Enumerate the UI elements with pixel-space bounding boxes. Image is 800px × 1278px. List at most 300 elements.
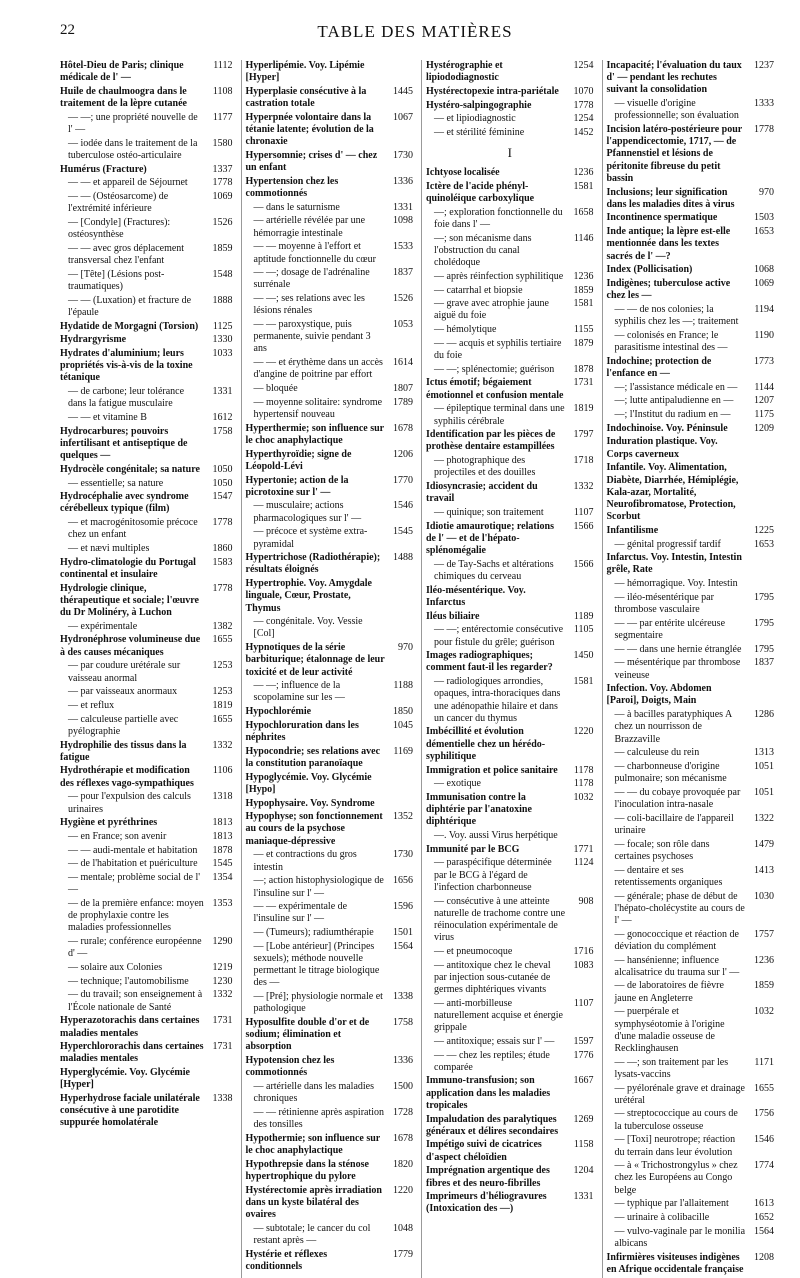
index-entry-text: — [Toxi] neurotrope; réaction du terrain dans leur évolution: [614, 1134, 736, 1158]
index-entry-page: 1452: [573, 127, 594, 139]
index-entry-text: — —; splénectomie; guérison: [434, 363, 555, 375]
index-entry-page: 1051: [754, 786, 774, 798]
index-entry: [60, 86, 233, 110]
index-entry: [607, 839, 775, 863]
index-entry-text: — à « Trichostrongylus » chez chez les Européens au Congo belge: [614, 1160, 738, 1196]
index-entry: [246, 86, 414, 110]
index-entry-text: Huile de chaulmoogra dans le traitement de la lèpre cutanée: [60, 85, 187, 110]
index-entry-page: 1859: [573, 284, 594, 296]
index-entry: [60, 817, 233, 829]
index-entry: [246, 1159, 414, 1183]
index-entry: [246, 215, 414, 239]
index-entry-page: 1286: [754, 709, 774, 721]
index-entry: [246, 449, 414, 473]
index-entry-page: 1331: [212, 386, 233, 398]
index-entry-text: Hydrocèle congénitale; sa nature: [60, 463, 200, 475]
index-entry-page: 1728: [393, 1106, 413, 1118]
index-entry-page: 1878: [573, 363, 594, 375]
index-entry-page: 1546: [754, 1134, 774, 1146]
index-entry-text: Indigènes; tuberculose active chez les —: [606, 277, 731, 302]
index-entry-text: — pour l'expulsion des calculs urinaires: [68, 791, 191, 815]
index-entry-page: 1878: [212, 844, 233, 856]
index-entry-text: — — du cobaye provoquée par l'inoculation intra-nasale: [614, 786, 741, 811]
index-entry: [426, 1075, 594, 1112]
index-entry-page: 1837: [393, 267, 413, 279]
index-entry-text: Imbécillité et évolution démentielle chez un hérédo-syphilitique: [426, 726, 546, 762]
index-entry: [607, 124, 775, 185]
index-entry-page: 1098: [393, 215, 413, 227]
index-entry: [607, 1006, 775, 1055]
index-entry-text: — de carbone; leur tolérance dans la fatigue musculaire: [68, 386, 185, 410]
index-entry-page: 1500: [393, 1081, 413, 1093]
index-entry-page: 1188: [393, 680, 413, 692]
index-entry-text: — moyenne solitaire: syndrome hypertensif nouveau: [253, 396, 383, 420]
index-entry-page: 1144: [754, 381, 774, 393]
index-entry-text: Hypertension chez les commotionnés: [245, 175, 339, 200]
index-entry: [246, 616, 414, 640]
index-entry-page: 1338: [212, 1093, 233, 1105]
index-entry: [426, 844, 594, 856]
index-entry-page: 1655: [212, 634, 233, 646]
index-entry-text: Identification par les pièces de prothèse dentaire estampillées: [426, 429, 556, 453]
index-entry: [60, 177, 233, 189]
index-entry: [246, 1107, 414, 1131]
index-entry-text: — exotique: [434, 778, 481, 790]
index-entry-page: 1169: [393, 745, 413, 757]
index-entry-text: Hyperhydrose faciale unilatérale consécutive à une parotidite suppurée homolatérale: [60, 1093, 200, 1129]
index-entry-text: — —; influence de la scopolamine sur les —: [253, 680, 345, 704]
index-entry-page: 1778: [212, 177, 233, 189]
index-entry-text: Iléus biliaire: [426, 610, 480, 622]
index-entry-page: 1225: [754, 524, 774, 536]
index-entry-text: Hyperthermie; son influence sur le choc anaphylactique: [245, 422, 384, 446]
index-entry-page: 1776: [573, 1049, 594, 1061]
index-column-2: [241, 60, 414, 1278]
index-entry: [60, 348, 233, 385]
index-entry: [246, 150, 414, 174]
index-entry: [246, 1133, 414, 1157]
index-entry-page: 1716: [573, 945, 594, 957]
index-entry-page: 1048: [393, 1222, 413, 1234]
index-entry-page: 1354: [212, 872, 233, 884]
index-entry: [246, 552, 414, 576]
index-entry-page: 1333: [754, 98, 774, 110]
index-entry: [426, 429, 594, 453]
index-entry-text: Iléo-mésentérique. Voy. Infarctus: [426, 584, 526, 608]
index-entry-text: — iodée dans le traitement de la tuberculose ostéo-articulaire: [68, 137, 198, 161]
index-entry-text: Immunité par le BCG: [426, 843, 520, 855]
index-entry: [246, 642, 414, 679]
index-entry-text: —; son mécanisme dans l'obstruction du canal cholédoque: [434, 232, 532, 269]
index-entry-text: Idiotie amaurotique; relations de l' — et de l'hépato-splénomégalie: [426, 520, 554, 557]
index-entry: [607, 436, 775, 460]
index-entry: [607, 304, 775, 328]
index-entry-page: 1220: [573, 726, 594, 738]
index-entry-page: 1731: [573, 377, 594, 389]
index-entry: [426, 676, 594, 725]
index-entry: [607, 1083, 775, 1107]
index-entry-page: 1795: [754, 591, 774, 603]
index-entry-page: 1730: [393, 849, 413, 861]
index-entry: [607, 761, 775, 785]
index-entry-page: 1033: [212, 347, 233, 359]
index-entry-page: 1795: [754, 617, 774, 629]
index-entry: [607, 264, 775, 276]
index-entry-text: — génital progressif tardif: [614, 538, 721, 550]
index-entry-page: 1353: [212, 898, 233, 909]
index-entry-text: Hypochlorémie: [245, 706, 312, 718]
index-entry: [607, 709, 775, 746]
index-entry-text: Inclusions; leur signification dans les maladies dites à virus: [606, 186, 735, 210]
index-entry: [426, 481, 594, 505]
index-entry-page: 1032: [573, 791, 594, 803]
index-entry-page: 1888: [212, 294, 233, 306]
index-entry-page: 1352: [393, 811, 413, 823]
index-entry-text: —; action histophysiologique de l'insuline sur l' —: [253, 875, 384, 899]
index-entry: [246, 397, 414, 421]
index-entry-page: 1545: [212, 858, 233, 870]
index-entry: [246, 112, 414, 149]
index-entry-page: 1204: [573, 1165, 594, 1177]
index-entry-page: 1125: [212, 320, 233, 332]
index-entry-page: 1331: [393, 201, 413, 213]
index-entry-text: Infantile. Voy. Alimentation, Diabète, Diarrhée, Hémiplégie, Kala-azar, Mortalité, Neurofibromatose, Protection, Scorbut: [606, 462, 739, 523]
index-entry-page: 1819: [573, 403, 594, 415]
index-entry-text: —; lutte antipaludienne en —: [614, 395, 734, 407]
index-columns: [60, 60, 774, 1275]
index-entry-text: — [Condyle] (Fractures): ostéosynthèse: [68, 216, 171, 241]
index-entry-text: —; l'assistance médicale en —: [614, 381, 738, 393]
index-entry: [60, 557, 233, 581]
index-entry-page: 1779: [393, 1248, 413, 1260]
index-entry-text: Ictus émotif; bégaiement émotionnel et confusion mentale: [426, 377, 564, 401]
index-entry-page: 1807: [393, 383, 413, 395]
index-entry-text: — calculeuse partielle avec pyélographie: [68, 713, 179, 737]
index-entry-page: 1678: [393, 422, 413, 434]
index-entry: [426, 271, 594, 283]
index-entry-text: — — paroxystique, puis permanente, suivie pendant 3 ans: [253, 319, 371, 355]
index-entry-text: — rurale; conférence européenne d' —: [68, 936, 202, 960]
index-entry-page: 1236: [573, 167, 594, 179]
index-entry-text: — — chez les reptiles; étude comparée: [434, 1049, 550, 1073]
index-column-3: [421, 60, 594, 1278]
index-entry-text: Hystérographie et lipiododiagnostic: [426, 60, 503, 84]
index-entry: [246, 849, 414, 873]
index-entry-text: —; exploration fonctionnelle du foie dans l' —: [434, 206, 563, 231]
index-entry-text: — — moyenne à l'effort et aptitude fonctionnelle du cœur: [253, 241, 376, 265]
index-entry-text: — vulvo-vaginale par le monilia albicans: [614, 1225, 746, 1249]
index-entry-page: 1757: [754, 928, 774, 940]
index-entry-text: Hyperazotorachis dans certaines maladies mentales: [60, 1015, 200, 1039]
index-entry-page: 1770: [393, 474, 413, 486]
index-entry: [426, 364, 594, 376]
index-entry-text: Hypersomnie; crises d' — chez un enfant: [245, 149, 378, 174]
index-entry: [426, 298, 594, 322]
index-entry-text: Hypertonie; action de la picrotoxine sur l' —: [245, 474, 349, 498]
index-entry-page: 1564: [754, 1225, 774, 1237]
index-entry: [426, 1050, 594, 1074]
index-entry-text: — catarrhal et biopsie: [434, 284, 523, 296]
index-entry: [426, 1191, 594, 1215]
index-entry-page: 1177: [212, 111, 233, 123]
index-entry: [60, 714, 233, 738]
index-entry: [607, 98, 775, 122]
index-entry-text: — bloquée: [253, 383, 298, 395]
index-entry-page: 1313: [754, 747, 774, 759]
index-entry-text: — de l'habitation et puériculture: [68, 858, 198, 870]
index-entry: [246, 991, 414, 1015]
index-entry: [60, 1041, 233, 1065]
index-entry-text: — — par entérite ulcéreuse segmentaire: [614, 617, 726, 641]
index-entry-page: 1413: [754, 864, 774, 876]
index-entry-page: 1236: [754, 954, 774, 966]
index-entry: [426, 507, 594, 519]
index-entry-page: 1050: [212, 477, 233, 489]
index-entry: [426, 1114, 594, 1138]
index-entry-text: — — (Luxation) et fracture de l'épaule: [68, 294, 192, 318]
index-entry: [246, 720, 414, 744]
index-entry: [60, 962, 233, 974]
index-entry-text: — solaire aux Colonies: [68, 962, 163, 974]
index-entry: [607, 1057, 775, 1081]
index-entry: [60, 858, 233, 870]
index-entry-page: 1158: [573, 1139, 594, 1151]
index-entry-page: 1758: [212, 425, 233, 437]
index-entry-page: 1045: [393, 719, 413, 731]
index-entry-page: 1450: [573, 650, 594, 662]
index-entry-page: 1175: [754, 408, 774, 420]
index-entry: [60, 478, 233, 490]
index-entry-text: Index (Pollicisation): [606, 264, 693, 276]
index-entry: [246, 578, 414, 615]
index-entry: [426, 857, 594, 894]
index-entry-page: 1030: [754, 890, 774, 902]
index-entry-text: — pyélorénale grave et drainage urétéral: [614, 1082, 745, 1106]
index-entry: [60, 1093, 233, 1130]
index-entry: [607, 330, 775, 354]
index-entry: [607, 592, 775, 616]
index-entry-text: Impaludation des paralytiques généraux et délires secondaires: [426, 1113, 559, 1137]
index-entry-page: 1778: [573, 99, 594, 111]
index-entry: [60, 1015, 233, 1039]
index-entry-page: 1730: [393, 149, 413, 161]
index-entry-page: 1236: [573, 270, 594, 282]
index-entry-page: 1718: [573, 455, 594, 467]
index-entry: [60, 660, 233, 684]
index-entry: [426, 559, 594, 583]
index-entry: [607, 891, 775, 928]
index-entry-page: 1678: [393, 1132, 413, 1144]
index-entry: [426, 650, 594, 674]
index-entry-page: 1331: [573, 1191, 594, 1203]
index-entry: [607, 929, 775, 953]
index-entry-page: 1778: [754, 124, 774, 136]
index-entry-text: Infection. Voy. Abdomen [Paroi], Doigts, Main: [606, 683, 712, 707]
index-column-4: [602, 60, 775, 1278]
index-entry: [426, 998, 594, 1035]
index-entry-text: — hémolytique: [434, 324, 497, 336]
index-entry-page: 1526: [393, 293, 413, 305]
index-entry-text: Hypothrepsie dans la sténose hypertrophique du pylore: [245, 1158, 369, 1182]
index-entry: [60, 583, 233, 620]
index-entry-text: Hydrocéphalie avec syndrome cérébelleux typique (film): [60, 491, 189, 515]
index-entry-page: 1778: [212, 582, 233, 594]
index-entry: [246, 680, 414, 704]
index-entry-page: 1332: [212, 989, 233, 1001]
index-entry-text: — mésentérique par thrombose veineuse: [614, 657, 741, 681]
index-entry: [426, 167, 594, 179]
index-entry-text: — mentale; problème social de l' —: [68, 872, 201, 896]
index-entry: [426, 765, 594, 777]
index-entry: [426, 338, 594, 362]
index-entry-text: — — et appareil de Séjournet: [68, 177, 188, 189]
index-entry-text: — typhique par l'allaitement: [614, 1198, 729, 1210]
index-entry-page: 1269: [573, 1113, 594, 1125]
index-entry: [60, 845, 233, 857]
index-entry-text: Immunisation contre la diphtérie par l'anatoxine diphtérique: [426, 791, 532, 828]
index-entry-page: 1318: [212, 791, 233, 803]
index-column-1: [60, 60, 233, 1278]
index-entry: [60, 426, 233, 463]
index-entry-page: 1731: [212, 1015, 233, 1027]
index-entry: [426, 207, 594, 231]
index-entry-text: — dentaire et ses retentissements organiques: [614, 864, 723, 888]
index-entry-page: 1778: [212, 517, 233, 529]
index-entry: [60, 898, 233, 935]
index-entry-text: — consécutive à une atteinte naturelle de trachome contre une réinoculation expérimentale de virus: [434, 895, 566, 944]
index-entry: [426, 285, 594, 297]
index-entry-text: Hypochloruration dans les néphrites: [245, 719, 359, 744]
index-entry-page: 1789: [393, 396, 413, 408]
index-entry-text: Incision latéro-postérieure pour l'appendicectomie, 1717, — de Pfannenstiel et lésions de péritonite fibreuse du petit bassin: [606, 124, 743, 184]
index-entry: [607, 980, 775, 1004]
index-entry: [246, 60, 414, 84]
index-entry-page: 1105: [573, 624, 594, 636]
index-entry-page: 1032: [754, 1006, 774, 1018]
index-entry-text: — gonococcique et réaction de déviation du complément: [614, 928, 739, 952]
index-entry-text: Hygiène et pyréthrines: [60, 817, 158, 829]
index-entry: [246, 357, 414, 381]
index-entry-page: 1503: [754, 212, 774, 224]
index-entry: [246, 811, 414, 848]
index-entry-page: 1837: [754, 657, 774, 669]
index-entry-page: 1253: [212, 660, 233, 672]
index-entry-text: Hystérectomie après irradiation dans un kyste bilatéral des ovaires: [245, 1184, 382, 1221]
index-entry: [607, 657, 775, 681]
index-entry: [426, 233, 594, 270]
index-entry-page: 1596: [393, 901, 413, 913]
index-entry: [246, 901, 414, 925]
index-entry: [607, 212, 775, 224]
index-entry-text: — charbonneuse d'origine pulmonaire; son mécanisme: [614, 760, 727, 785]
index-entry-text: — de laboratoires de fièvre jaune en Angleterre: [614, 980, 724, 1004]
index-entry-page: 1230: [212, 975, 233, 987]
index-entry-text: — (Tumeurs); radiumthérapie: [253, 927, 374, 939]
index-entry-text: — — expérimentale de l'insuline sur l' —: [253, 901, 348, 925]
index-entry: [246, 1223, 414, 1247]
index-entry-text: Imprimeurs d'héliogravures (Intoxication des —): [426, 1191, 547, 1215]
index-entry-page: 1106: [212, 765, 233, 777]
index-entry: [60, 217, 233, 241]
index-entry-text: —. Voy. aussi Virus herpétique: [434, 830, 558, 842]
index-entry-text: — — audi-mentale et habitation: [68, 844, 198, 856]
index-entry: [426, 60, 594, 84]
index-entry-page: 1053: [393, 319, 413, 331]
index-entry-text: — artérielle dans les maladies chroniques: [253, 1081, 375, 1105]
index-entry-page: 1189: [573, 610, 594, 622]
index-entry-page: 1112: [213, 60, 233, 71]
index-entry-page: 1322: [754, 812, 774, 824]
index-entry-page: 1107: [573, 507, 594, 518]
index-entry: [246, 772, 414, 796]
index-entry: [607, 1108, 775, 1132]
index-entry-page: 1774: [754, 1160, 774, 1172]
index-entry-text: — et macrogénitosomie précoce chez un enfant: [68, 517, 198, 541]
index-entry: [60, 740, 233, 764]
index-entry-page: 1108: [212, 85, 233, 97]
index-entry: [607, 955, 775, 979]
index-entry: [246, 941, 414, 990]
index-entry-page: 1069: [212, 191, 233, 203]
index-entry-page: 1254: [573, 113, 594, 125]
index-entry-text: Inde antique; la lèpre est-elle mentionnée dans les textes sacrés de l' —?: [606, 226, 731, 262]
page-header: [60, 22, 770, 44]
index-entry-text: Hydrargyrisme: [60, 334, 127, 346]
index-entry: [607, 683, 775, 707]
index-entry: [607, 60, 775, 97]
index-entry-page: 1338: [393, 991, 413, 1003]
index-entry-text: Induration plastique. Voy. Corps caverneux: [606, 436, 718, 460]
index-entry-page: 1859: [212, 242, 233, 254]
index-entry: [426, 455, 594, 479]
index-entry-page: 1336: [393, 175, 413, 187]
index-entry-page: 908: [578, 895, 594, 907]
index-entry: [246, 706, 414, 718]
index-entry-text: — coli-bacillaire de l'appareil urinaire: [614, 812, 734, 836]
index-entry-page: 1819: [212, 699, 233, 711]
index-entry: [607, 409, 775, 421]
index-entry-page: 1583: [212, 556, 233, 568]
index-entry-text: Hypocondrie; ses relations avec la constitution paranoïaque: [245, 745, 381, 769]
index-entry-page: 1652: [754, 1212, 774, 1224]
index-entry-text: Ichtyose localisée: [426, 167, 500, 179]
index-entry: [60, 60, 233, 84]
index-entry: [60, 700, 233, 712]
index-entry: [607, 1198, 775, 1210]
index-entry: [426, 946, 594, 958]
index-entry-page: 1813: [212, 830, 233, 842]
index-entry: [607, 187, 775, 211]
index-entry-text: — — (Ostéosarcome) de l'extrémité inférieure: [68, 191, 169, 215]
index-entry-page: 1797: [573, 429, 594, 441]
index-entry: [246, 293, 414, 317]
index-entry-text: Hypoglycémie. Voy. Glycémie [Hypo]: [245, 771, 372, 795]
index-entry: [60, 191, 233, 215]
index-entry-page: 1546: [393, 500, 413, 512]
index-entry: [426, 377, 594, 401]
index-entry-text: Ictère de l'acide phényl-quinoléique carboxylique: [426, 180, 535, 205]
index-entry: [426, 86, 594, 98]
index-entry-page: 1336: [393, 1055, 413, 1067]
index-entry-page: 1155: [573, 324, 594, 336]
index-entry-page: 1382: [212, 620, 233, 632]
index-entry-page: 1070: [573, 85, 594, 97]
index-entry: [246, 241, 414, 265]
index-entry-text: — — rétinienne après aspiration des tonsilles: [253, 1106, 385, 1131]
index-entry-text: — — dans une hernie étranglée: [614, 643, 742, 655]
index-entry: [246, 202, 414, 214]
index-entry-text: Hyperplasie consécutive à la castration totale: [245, 85, 367, 110]
